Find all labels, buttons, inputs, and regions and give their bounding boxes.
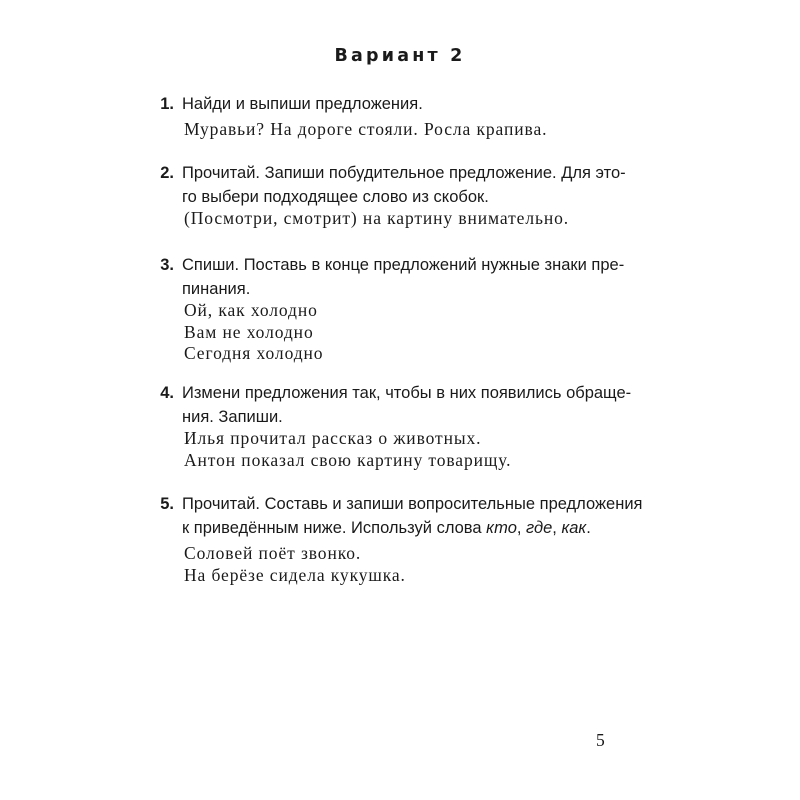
task-instruction [182, 381, 632, 429]
instruction-line: Прочитай. Составь и запиши вопросительные предложения [182, 495, 643, 513]
instruction-text: к приведённым ниже. Используй слова [182, 519, 487, 537]
example-line: На берёзе сидела кукушка. [184, 564, 406, 585]
task-example [184, 300, 323, 365]
task-instruction [182, 492, 643, 540]
task-example [184, 119, 547, 141]
keyword-gde: где [526, 519, 553, 537]
task-example [184, 208, 569, 230]
instruction-line: го выбери подходящее слово из скобок. [182, 188, 489, 206]
example-line: Ой, как холодно [184, 300, 318, 320]
task-instruction [182, 92, 622, 116]
task-instruction [182, 161, 626, 209]
example-line: (Посмотри, смотрит) на картину внимательно. [184, 208, 570, 228]
example-line: Вам не холодно [184, 321, 314, 342]
page-title: Вариант 2 [334, 46, 466, 66]
example-line: Муравьи? На дороге стояли. Росла крапива. [184, 119, 548, 139]
task-number: 4. [160, 384, 174, 402]
instruction-line: Прочитай. Запиши побудительное предложение. Для это- [182, 164, 626, 182]
task-number: 3. [160, 256, 174, 274]
example-line: Антон показал свою картину товарищу. [184, 449, 512, 470]
separator: , [516, 519, 527, 537]
period: . [586, 519, 591, 537]
instruction-line: Найди и выпиши предложения. [182, 95, 423, 113]
task-number: 2. [160, 164, 174, 182]
keyword-kak: как [561, 519, 587, 537]
task-instruction [182, 253, 625, 301]
example-line: Соловей поёт звонко. [184, 543, 362, 563]
keyword-kto: кто [486, 519, 517, 537]
instruction-line: ния. Запиши. [182, 408, 283, 426]
separator: , [552, 519, 562, 537]
page-number: 5 [596, 730, 605, 750]
task-example [184, 428, 511, 471]
task-number: 1. [160, 95, 174, 113]
instruction-line: Измени предложения так, чтобы в них появились обраще- [182, 384, 632, 402]
instruction-line: пинания. [182, 280, 251, 298]
example-line: Сегодня холодно [184, 343, 324, 363]
example-line: Илья прочитал рассказ о животных. [184, 428, 482, 448]
task-example [184, 543, 406, 586]
task-number: 5. [160, 495, 174, 513]
instruction-line: Спиши. Поставь в конце предложений нужные знаки пре- [182, 256, 625, 274]
instruction-line [182, 516, 622, 540]
